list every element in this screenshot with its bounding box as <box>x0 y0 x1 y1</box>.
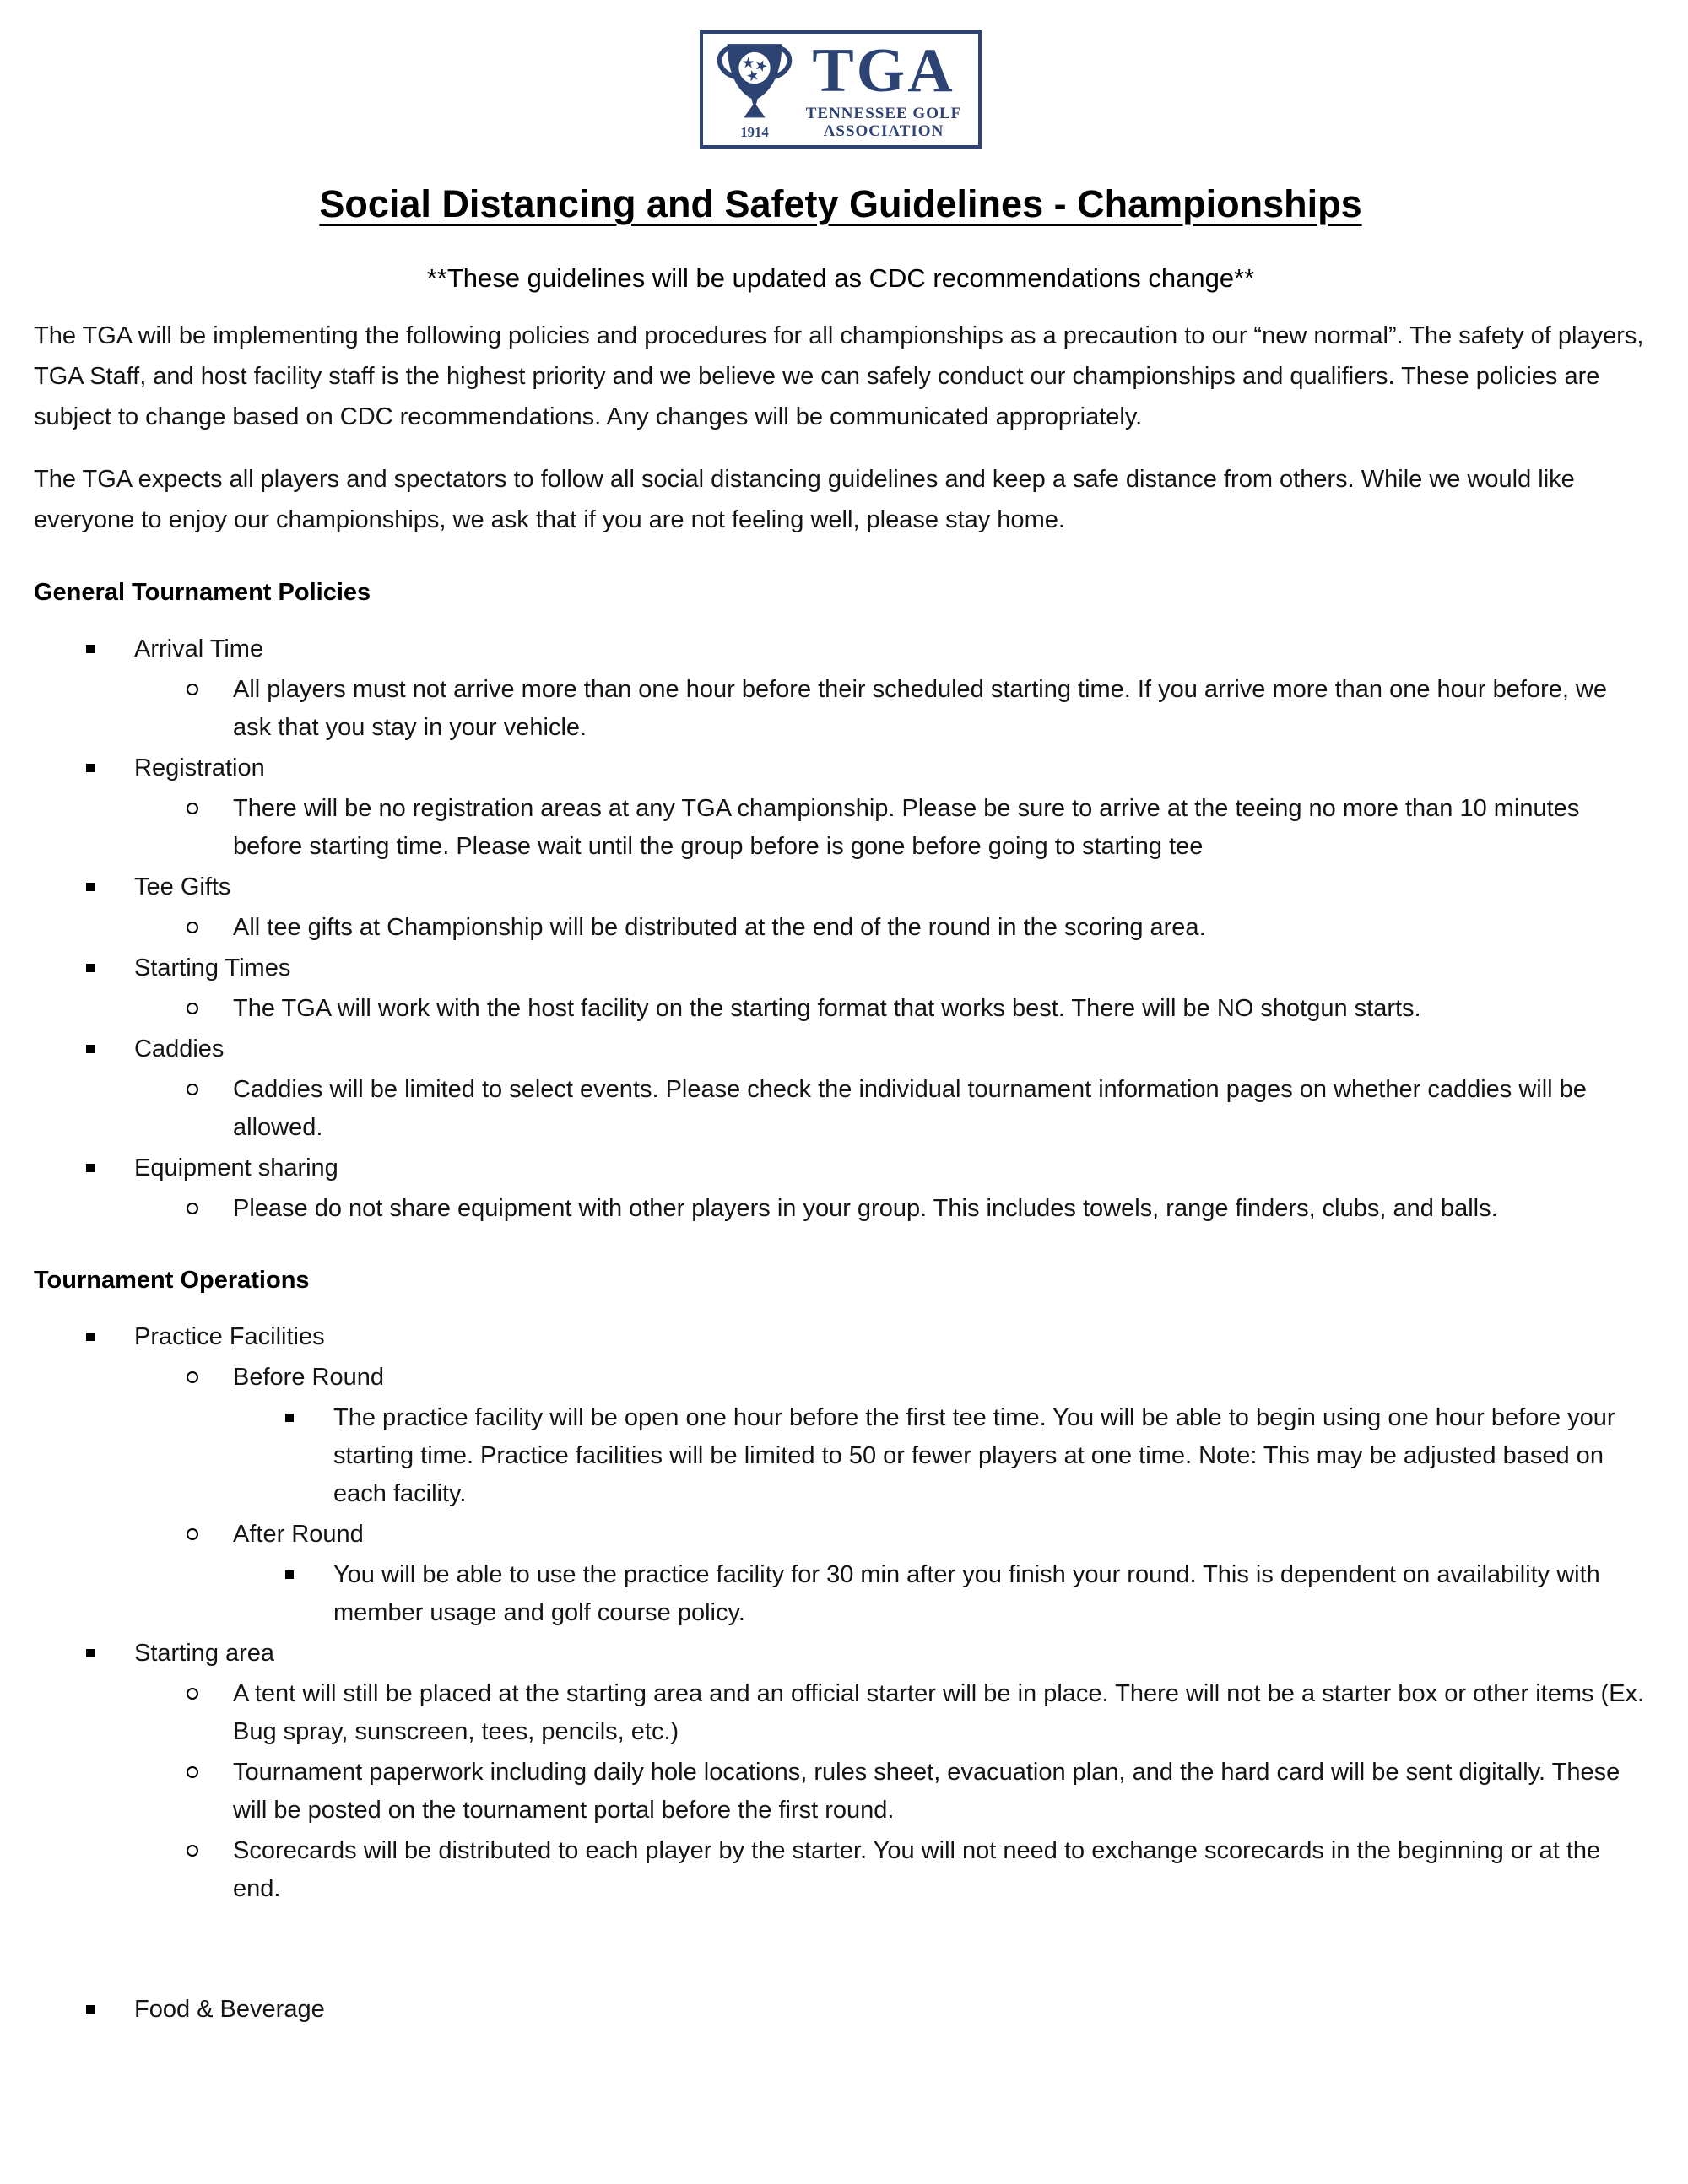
list-item-text: Starting Times <box>134 954 291 981</box>
bullet-square-icon <box>86 1333 95 1341</box>
list-item-text: All tee gifts at Championship will be distributed at the end of the round in the scoring area. <box>233 914 1206 941</box>
document-section <box>34 1267 1647 2029</box>
list-item-text: After Round <box>233 1521 364 1548</box>
bullet-circle-icon <box>187 803 198 814</box>
bullet-circle-icon <box>187 1371 198 1383</box>
bullet-square-icon <box>86 2005 95 2014</box>
intro-paragraph-2: The TGA expects all players and spectators to follow all social distancing guidelines and keep a safe distance from others. While we would like everyone to enjoy our championships, we ask that if you are not feeling well, please stay home. <box>34 466 1575 533</box>
list-item-level1 <box>34 1991 1647 2029</box>
list-item-text: Scorecards will be distributed to each player by the starter. You will not need to exchange scorecards in the beginning or at the end. <box>233 1837 1601 1902</box>
list-item-level2 <box>34 1754 1647 1830</box>
list-item-text: You will be able to use the practice facility for 30 min after you finish your round. This is dependent on availability with member usage and golf course policy. <box>333 1561 1600 1626</box>
bullet-square-icon <box>86 645 95 653</box>
list-item-text: Practice Facilities <box>134 1323 325 1350</box>
bullet-square-icon <box>86 883 95 891</box>
list-item-level2 <box>34 1832 1647 1908</box>
bullet-circle-icon <box>187 922 198 933</box>
list-item-level1 <box>34 1030 1647 1068</box>
bullet-square-icon <box>86 1649 95 1657</box>
section-heading: Tournament Operations <box>34 1267 310 1294</box>
list-item-level1 <box>34 1318 1647 1356</box>
logo-name-line1: TENNESSEE GOLF <box>805 105 962 123</box>
bullet-circle-icon <box>187 684 198 695</box>
list-item-text: The TGA will work with the host facility on the starting format that works best. There will be NO shotgun starts. <box>233 995 1421 1022</box>
list-item-text: The practice facility will be open one hour before the first tee time. You will be able to begin using one hour before your starting time. Practice facilities will be limited to 50 or fewer players at one time. Note: This may be adjusted based on each facility. <box>333 1404 1615 1507</box>
section-heading: General Tournament Policies <box>34 579 371 606</box>
list-item-level2 <box>34 1675 1647 1751</box>
list-item-level1 <box>34 749 1647 787</box>
list-item-text: Food & Beverage <box>134 1996 325 2023</box>
list-item-text: Caddies will be limited to select events. Please check the individual tournament information pages on whether caddies will be allowed. <box>233 1076 1587 1141</box>
bullet-circle-icon <box>187 1084 198 1095</box>
bullet-circle-icon <box>187 1766 198 1778</box>
list-item-text: Equipment sharing <box>134 1154 338 1181</box>
list-item-text: Registration <box>134 754 265 781</box>
list-item-level3 <box>34 1399 1647 1513</box>
list-item-level2 <box>34 1071 1647 1147</box>
bullet-circle-icon <box>187 1688 198 1700</box>
list-item-level1 <box>34 1149 1647 1187</box>
bullet-square-icon <box>86 1164 95 1172</box>
list-item-text: A tent will still be placed at the starting area and an official starter will be in place. There will not be a starter box or other items (Ex. Bug spray, sunscreen, tees, pencils, etc.) <box>233 1680 1645 1745</box>
bullet-circle-icon <box>187 1003 198 1014</box>
list-item-text: Tee Gifts <box>134 873 231 900</box>
logo-container <box>34 30 1647 149</box>
list-item-text: Starting area <box>134 1640 275 1667</box>
bullet-square-icon <box>285 1570 294 1579</box>
document-title: Social Distancing and Safety Guidelines - Championships <box>319 182 1362 225</box>
bullet-circle-icon <box>187 1203 198 1214</box>
list-item-level2 <box>34 790 1647 866</box>
list-item-level2 <box>34 1516 1647 1554</box>
list-item-level2 <box>34 909 1647 947</box>
list-item-text: There will be no registration areas at any TGA championship. Please be sure to arrive at the teeing no more than 10 minutes before starting time. Please wait until the group before is gone before going to starting tee <box>233 795 1580 860</box>
list-item-level1 <box>34 868 1647 906</box>
list-item-text: Please do not share equipment with other players in your group. This includes towels, range finders, clubs, and balls. <box>233 1195 1498 1222</box>
list-item-level2 <box>34 671 1647 747</box>
list-item-text: Caddies <box>134 1035 225 1062</box>
intro-paragraph-1: The TGA will be implementing the following policies and procedures for all championships as a precaution to our “new normal”. The safety of players, TGA Staff, and host facility staff is the highest priority and we believe we can safely conduct our championships and qualifiers. These policies are subject to change based on CDC recommendations. Any changes will be communicated appropriately. <box>34 322 1644 430</box>
logo-wordmark <box>805 35 962 141</box>
bullet-square-icon <box>86 1045 95 1053</box>
list-item-text: All players must not arrive more than one hour before their scheduled starting time. If you arrive more than one hour before, we ask that you stay in your vehicle. <box>233 676 1608 741</box>
bullet-circle-icon <box>187 1528 198 1540</box>
bullet-circle-icon <box>187 1845 198 1857</box>
list-item-level1 <box>34 949 1647 987</box>
list-item-level1 <box>34 630 1647 668</box>
bullet-square-icon <box>285 1414 294 1422</box>
list-item-level1 <box>34 1635 1647 1673</box>
list-item-level3 <box>34 1556 1647 1632</box>
logo-acronym: TGA <box>812 35 955 105</box>
trophy-icon <box>713 37 796 143</box>
list-item-text: Tournament paperwork including daily hole locations, rules sheet, evacuation plan, and the hard card will be sent digitally. These will be posted on the tournament portal before the first round. <box>233 1759 1620 1824</box>
list-item-text: Before Round <box>233 1364 384 1391</box>
list-item-text: Arrival Time <box>134 635 264 662</box>
logo-name-line2: ASSOCIATION <box>823 122 944 141</box>
bullet-list <box>34 630 1647 1228</box>
bullet-list <box>34 1318 1647 2029</box>
document-subtitle: **These guidelines will be updated as CDC recommendations change** <box>426 263 1255 293</box>
document-section <box>34 579 1647 1228</box>
list-item-level2 <box>34 990 1647 1028</box>
list-item-level2 <box>34 1190 1647 1228</box>
logo-year: 1914 <box>740 123 769 140</box>
bullet-square-icon <box>86 964 95 972</box>
list-item-level2 <box>34 1359 1647 1397</box>
tga-logo <box>700 30 982 149</box>
sections-container <box>34 579 1647 2029</box>
bullet-square-icon <box>86 764 95 772</box>
